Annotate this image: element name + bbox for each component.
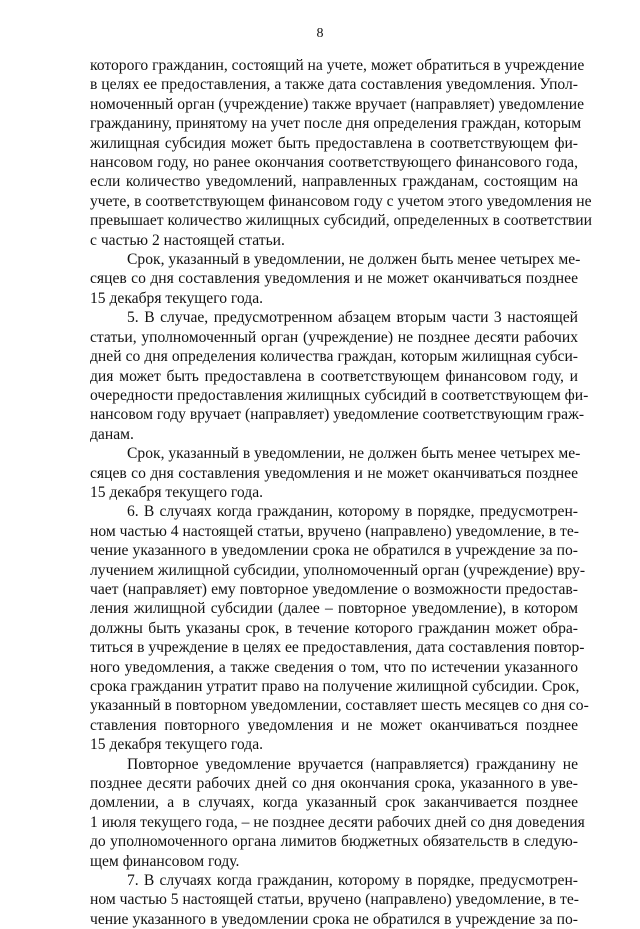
- text-line: 1 июля текущего года, – не позднее десяти рабочих дней со дня доведения: [90, 813, 585, 831]
- text-line: ном частью 5 настоящей статьи, вручено (направлено) уведомление, в те-: [90, 891, 579, 909]
- text-line: ления жилищной субсидии (далее – повторное уведомление), в котором: [90, 600, 578, 618]
- text-line: ставления повторного уведомления и не может оканчиваться позднее: [90, 716, 578, 734]
- text-line: 15 декабря текущего года.: [90, 289, 264, 307]
- text-line: до уполномоченного органа лимитов бюджетных обязательств в следую-: [90, 833, 578, 851]
- text-line: чение указанного в уведомлении срока не обратился в учреждение за по-: [90, 542, 578, 560]
- text-line: ном частью 4 настоящей статьи, вручено (направлено) уведомление, в те-: [90, 522, 579, 540]
- text-line: данам.: [90, 425, 134, 443]
- text-line: дия может быть предоставлена в соответствующем финансовом году, и: [90, 367, 578, 385]
- text-line: которого гражданин, состоящий на учете, может обратиться в учреждение: [90, 57, 585, 74]
- text-line: учете, в соответствующем финансовом году с учетом этого уведомления не: [90, 192, 592, 210]
- text-line: срока гражданин утратит право на получение жилищной субсидии. Срок,: [90, 678, 580, 695]
- text-line: Срок, указанный в уведомлении, не должен быть менее четырех ме-: [127, 445, 581, 463]
- text-line: Срок, указанный в уведомлении, не должен быть менее четырех ме-: [127, 251, 581, 269]
- text-line: если количество уведомлений, направленных гражданам, состоящим на: [90, 173, 578, 191]
- body-text: [90, 56, 592, 929]
- text-line: должны быть указаны срок, в течение которого гражданин может обра-: [90, 619, 578, 637]
- text-line: номоченный орган (учреждение) также вручает (направляет) уведомление: [90, 95, 585, 113]
- text-line: нансовом году, но ранее окончания соответствующего финансового года,: [90, 154, 578, 172]
- text-line: 15 декабря текущего года.: [90, 736, 264, 754]
- text-line: 6. В случаях когда гражданин, которому в порядке, предусмотрен-: [127, 503, 578, 521]
- text-line: титься в учреждение в целях ее предоставления, дата составления повтор-: [90, 639, 585, 657]
- text-line: 5. В случае, предусмотренном абзацем вторым части 3 настоящей: [127, 309, 578, 327]
- text-line: дней со дня определения количества граждан, которым жилищная субси-: [90, 348, 578, 366]
- text-line: домлении, а в случаях, когда указанный срок заканчивается позднее: [90, 794, 578, 812]
- text-line: ного уведомления, а также сведения о том, что по истечении указанного: [90, 658, 578, 676]
- text-line: чает (направляет) ему повторное уведомление о возможности предостав-: [90, 580, 578, 598]
- text-line: сяцев со дня составления уведомления и не может оканчиваться позднее: [90, 270, 578, 288]
- text-line: позднее десяти рабочих дней со дня окончания срока, указанного в уве-: [90, 775, 578, 793]
- text-line: лучением жилищной субсидии, уполномоченный орган (учреждение) вру-: [90, 561, 586, 579]
- text-line: 7. В случаях когда гражданин, которому в порядке, предусмотрен-: [127, 872, 578, 890]
- text-line: Повторное уведомление вручается (направляется) гражданину не: [127, 755, 578, 773]
- text-line: щем финансовом году.: [90, 852, 240, 870]
- text-line: 15 декабря текущего года.: [90, 483, 264, 501]
- text-line: превышает количество жилищных субсидий, определенных в соответствии: [90, 212, 592, 230]
- text-line: чение указанного в уведомлении срока не обратился в учреждение за по-: [90, 910, 578, 928]
- text-line: в целях ее предоставления, а также дата составления уведомления. Упол-: [90, 76, 578, 94]
- text-line: очередности предоставления жилищных субсидий в соответствующем фи-: [90, 386, 589, 404]
- text-line: гражданину, принятому на учет после дня определения граждан, которым: [90, 115, 582, 133]
- page-number: 8: [316, 26, 324, 41]
- text-line: указанный в повторном уведомлении, составляет шесть месяцев со дня со-: [90, 697, 589, 715]
- text-line: с частью 2 настоящей статьи.: [90, 231, 285, 249]
- text-line: жилищная субсидия может быть предоставлена в соответствующем фи-: [90, 134, 578, 152]
- text-line: сяцев со дня составления уведомления и не может оканчиваться позднее: [90, 464, 578, 482]
- text-line: статьи, уполномоченный орган (учреждение) не позднее десяти рабочих: [90, 328, 578, 346]
- text-line: нансовом году вручает (направляет) уведомление соответствующим граж-: [90, 406, 585, 424]
